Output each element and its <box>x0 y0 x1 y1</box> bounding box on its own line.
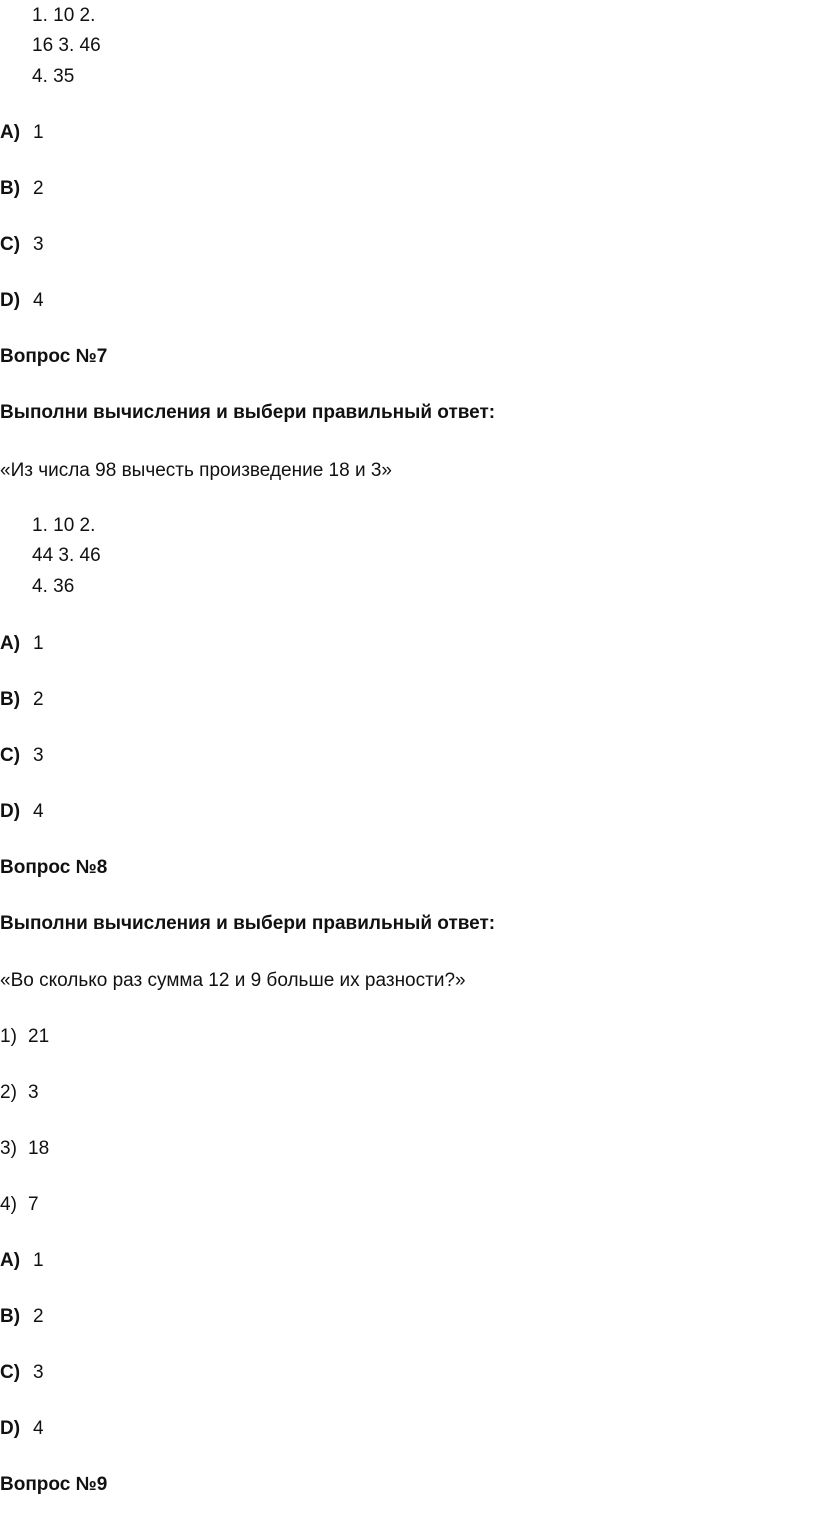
answer-value: 1 <box>33 122 44 143</box>
option-value: 3 <box>28 1082 39 1103</box>
answer-value: 4 <box>33 801 44 822</box>
question-heading: Вопрос №8 <box>0 857 108 878</box>
numbered-option <box>0 1025 49 1049</box>
answer-letter: B) <box>0 1306 21 1327</box>
answer-option-a[interactable] <box>0 632 44 656</box>
answer-value: 4 <box>33 1418 44 1439</box>
answer-option-a[interactable] <box>0 1249 44 1273</box>
answer-option-d[interactable] <box>0 800 44 824</box>
answer-option-d[interactable] <box>0 1417 44 1441</box>
answer-letter: C) <box>0 234 21 255</box>
option-number: 2) <box>0 1082 17 1103</box>
answer-option-c[interactable] <box>0 1361 44 1385</box>
answer-value: 1 <box>33 1250 44 1271</box>
answer-value: 2 <box>33 1306 44 1327</box>
option-value: 7 <box>28 1194 39 1215</box>
question-heading: Вопрос №7 <box>0 346 108 367</box>
numbered-option <box>0 1081 39 1105</box>
answer-letter: B) <box>0 689 21 710</box>
answer-option-c[interactable] <box>0 744 44 768</box>
list-line: 1. 10 2. <box>32 515 96 536</box>
answer-letter: D) <box>0 1418 21 1439</box>
answer-letter: A) <box>0 122 21 143</box>
answer-option-a[interactable] <box>0 121 44 145</box>
list-line: 4. 35 <box>32 66 75 87</box>
answer-letter: A) <box>0 633 21 654</box>
question-task: «Во сколько раз сумма 12 и 9 больше их разности?» <box>0 970 466 991</box>
numbered-option <box>0 1137 49 1161</box>
answer-value: 3 <box>33 1362 44 1383</box>
answer-letter: C) <box>0 1362 21 1383</box>
answer-option-b[interactable] <box>0 1305 44 1329</box>
list-line: 1. 10 2. <box>32 5 96 26</box>
answer-letter: D) <box>0 290 21 311</box>
answer-option-d[interactable] <box>0 289 44 313</box>
question-task: «Из числа 98 вычесть произведение 18 и 3» <box>0 460 392 481</box>
list-line: 4. 36 <box>32 576 75 597</box>
option-number: 3) <box>0 1138 17 1159</box>
answer-value: 2 <box>33 178 44 199</box>
answer-letter: B) <box>0 178 21 199</box>
answer-value: 4 <box>33 290 44 311</box>
answer-value: 1 <box>33 633 44 654</box>
numbered-option <box>0 1193 39 1217</box>
option-number: 4) <box>0 1194 17 1215</box>
option-value: 21 <box>28 1026 50 1047</box>
answer-option-b[interactable] <box>0 177 44 201</box>
question-heading: Вопрос №9 <box>0 1474 108 1495</box>
question-instruction: Выполни вычисления и выбери правильный ответ: <box>0 913 496 934</box>
answer-letter: D) <box>0 801 21 822</box>
answer-option-b[interactable] <box>0 688 44 712</box>
answer-value: 2 <box>33 689 44 710</box>
answer-value: 3 <box>33 234 44 255</box>
answer-letter: C) <box>0 745 21 766</box>
question-instruction: Выполни вычисления и выбери правильный ответ: <box>0 402 496 423</box>
list-line: 44 3. 46 <box>32 545 101 566</box>
answer-value: 3 <box>33 745 44 766</box>
option-value: 18 <box>28 1138 50 1159</box>
option-number: 1) <box>0 1026 17 1047</box>
answer-option-c[interactable] <box>0 233 44 257</box>
answer-letter: A) <box>0 1250 21 1271</box>
list-line: 16 3. 46 <box>32 35 101 56</box>
